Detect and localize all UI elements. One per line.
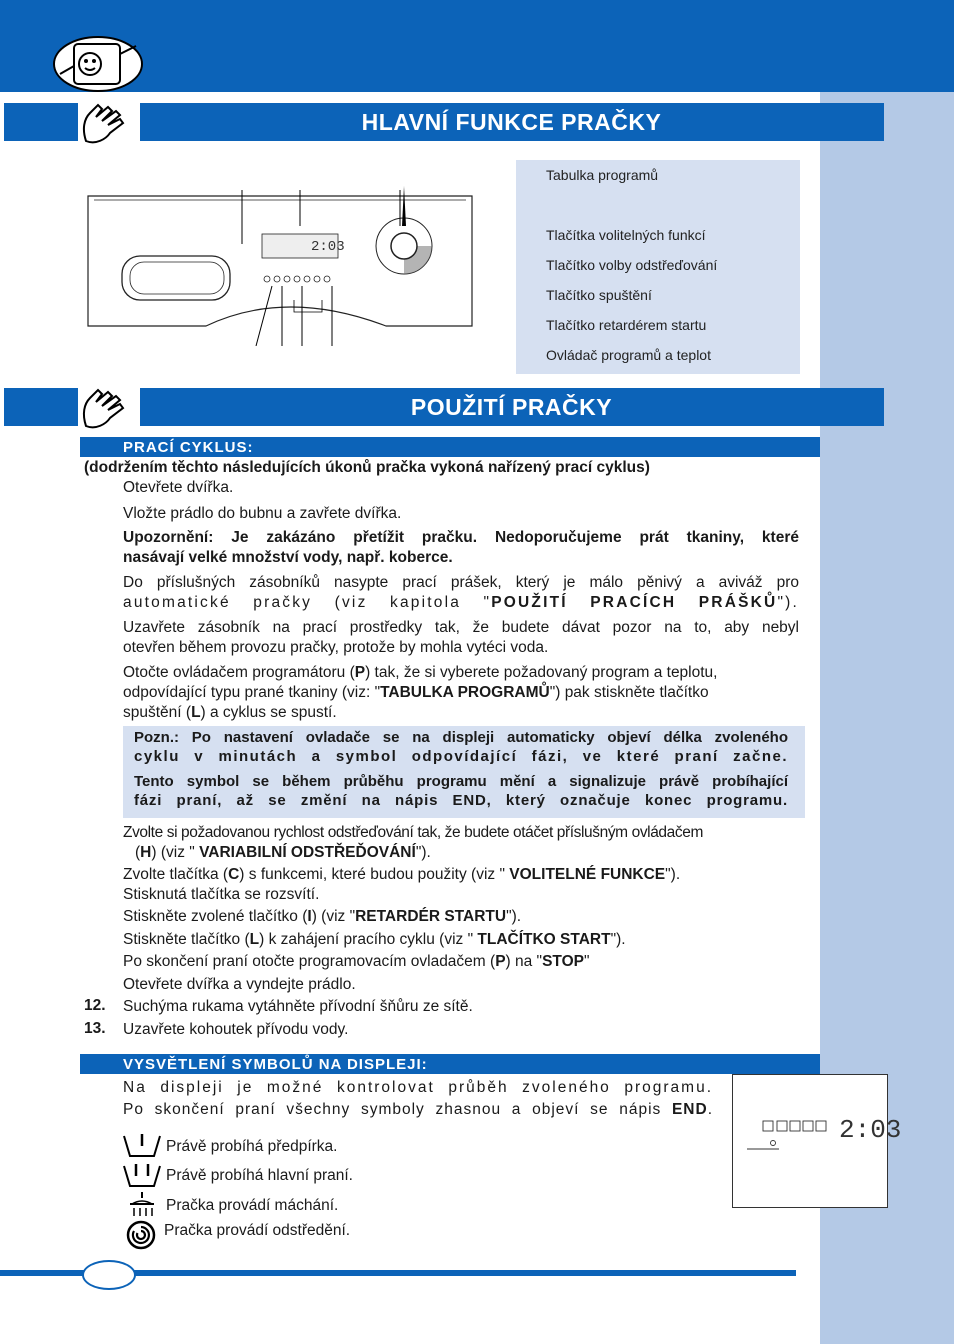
legend-item: Tlačítka volitelných funkcí <box>546 227 706 243</box>
warning-text: nasávají velké množství vody, např. koberce. <box>123 549 453 566</box>
symbol-description: Pračka provádí odstředění. <box>164 1222 351 1239</box>
section-title: POUŽITÍ PRAČKY <box>410 394 613 420</box>
legend-item: Tlačítko volby odstřeďování <box>546 257 718 273</box>
step-text: Otevřete dvířka. <box>123 479 234 496</box>
section-band-main-functions <box>4 103 884 141</box>
step-text: Suchýma rukama vytáhněte přívodní šňůru ze sítě. <box>123 998 473 1015</box>
wash-cycle-intro: (dodržením těchto následujících úkonů pračka vykoná nařízený prací cyklus) <box>84 459 650 476</box>
page-number-oval <box>82 1260 136 1290</box>
display-intro: Po skončení praní všechny symboly zhasnou a objeví se nápis END. <box>123 1101 713 1118</box>
section-title: HLAVNÍ FUNKCE PRAČKY <box>361 109 662 135</box>
step-text: (H) (viz " VARIABILNÍ ODSTŘEĎOVÁNÍ"). <box>135 844 431 861</box>
step-text: Po skončení praní otočte programovacím ovladačem (P) na "STOP" <box>123 953 590 970</box>
legend-item: Tlačítko retardérem startu <box>546 317 707 333</box>
spin-icon <box>126 1220 156 1250</box>
step-number: 13. <box>84 1020 106 1037</box>
symbol-description: Právě probíhá předpírka. <box>166 1138 338 1155</box>
prewash-icon <box>122 1132 162 1160</box>
step-text: Zvolte tlačítka (C) s funkcemi, které budou použity (viz " VOLITELNÉ FUNKCE"). <box>123 866 681 883</box>
display-intro: Na displeji je možné kontrolovat průběh zvoleného programu. <box>123 1079 713 1096</box>
step-text: Vložte prádlo do bubnu a zavřete dvířka. <box>123 505 402 522</box>
panel-display-digits: 2:03 <box>311 239 345 255</box>
step-text: Uzavřete zásobník na prací prostředky tak, že budete dávat pozor na to, aby nebyl <box>123 619 799 636</box>
step-text: otevřen během provozu pračky, protože by mohla vytéci voda. <box>123 639 549 656</box>
step-text: Stiskněte tlačítko (L) k zahájení pracího cyklu (viz " TLAČÍTKO START"). <box>123 931 626 948</box>
step-number: 12. <box>84 997 106 1014</box>
warning-text: Upozornění: Je zakázáno přetížit pračku. Nedoporučujeme prát tkaniny, které <box>123 529 799 546</box>
symbol-description: Právě probíhá hlavní praní. <box>166 1167 353 1184</box>
washing-machine-mascot-logo <box>52 34 144 92</box>
section-band-usage <box>4 388 884 426</box>
display-illustration <box>732 1074 902 1208</box>
mainwash-icon <box>122 1162 162 1190</box>
step-text: odpovídající typu prané tkaniny (viz: "TABULKA PROGRAMŮ") pak stiskněte tlačítko <box>123 684 709 701</box>
note-text: Tento symbol se během průběhu programu mění a signalizuje právě probíhající <box>134 773 788 790</box>
panel-legend <box>516 160 800 374</box>
step-text: Do příslušných zásobníků nasypte prací prášek, který je málo pěnivý a aviváž pro <box>123 574 799 591</box>
step-text: Uzavřete kohoutek přívodu vody. <box>123 1021 349 1038</box>
subheading-wash-cycle: PRACÍ CYKLUS: <box>80 437 820 457</box>
step-text: Zvolte si požadovanou rychlost odstřeďování tak, že budete otáčet příslušným ovládačem <box>123 824 703 841</box>
step-text: spuštění (L) a cyklus se spustí. <box>123 704 337 721</box>
step-text: Stisknutá tlačítka se rozsvítí. <box>123 886 320 903</box>
step-text: Otevřete dvířka a vyndejte prádlo. <box>123 976 356 993</box>
rinse-icon <box>122 1192 162 1220</box>
note-box <box>123 726 805 818</box>
legend-item: Tabulka programů <box>546 167 659 183</box>
legend-item: Ovládač programů a teplot <box>546 347 711 363</box>
subheading-display-symbols: VYSVĚTLENÍ SYMBOLŮ NA DISPLEJI: <box>80 1054 820 1074</box>
step-text: Stiskněte zvolené tlačítko (I) (viz "RETARDÉR STARTU"). <box>123 908 522 925</box>
note-text: fázi praní, až se změní na nápis END, který označuje konec programu. <box>134 792 788 809</box>
hand-icon <box>78 386 140 430</box>
hand-icon <box>78 101 140 145</box>
display-digits: 2:03 <box>839 1115 902 1145</box>
symbol-description: Pračka provádí máchání. <box>166 1197 339 1214</box>
step-text: Otočte ovládačem programátoru (P) tak, že si vyberete požadovaný program a teplotu, <box>123 664 718 681</box>
note-text: cyklu v minutách a symbol odpovídající fázi, ve které praní začne. <box>134 748 788 765</box>
control-panel-diagram <box>86 186 476 346</box>
legend-item: Tlačítko spuštění <box>546 287 652 303</box>
step-text: automatické pračky (viz kapitola "POUŽITÍ PRACÍCH PRÁŠKŮ"). <box>123 594 800 611</box>
note-text: Pozn.: Po nastavení ovladače se na displeji automaticky objeví délka zvoleného <box>134 729 788 746</box>
